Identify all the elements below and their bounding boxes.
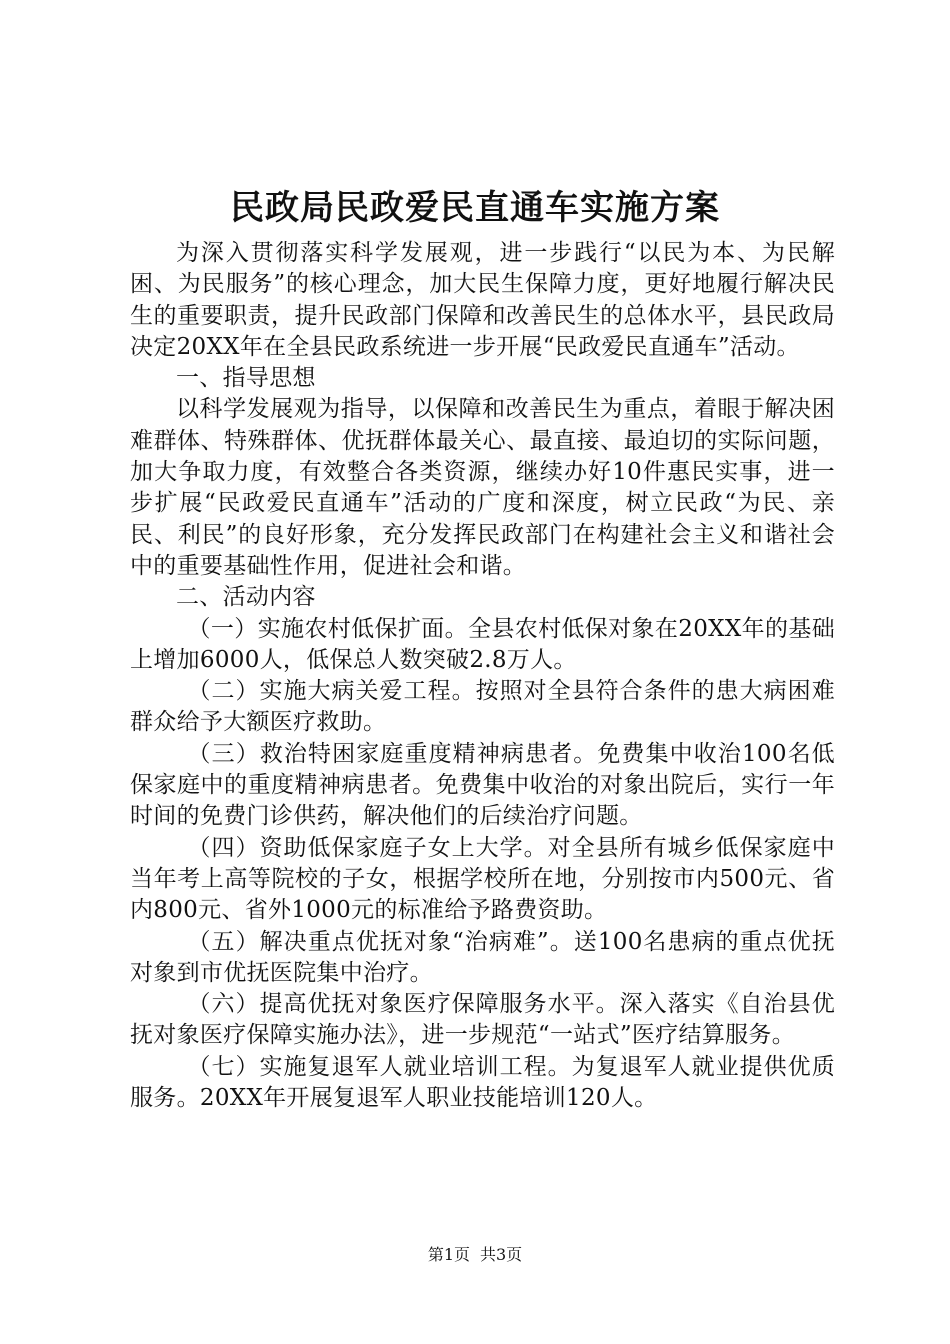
activity-item-2: （二）实施大病关爱工程。按照对全县符合条件的患大病困难群众给予大额医疗救助。 — [130, 678, 835, 736]
section-heading-guiding-ideology: 一、指导思想 — [176, 365, 316, 392]
activity-item-5: （五）解决重点优抚对象“治病难”。送100名患病的重点优抚对象到市优抚医院集中治疗。 — [130, 928, 835, 986]
page-number: 第1页 — [427, 1245, 470, 1264]
activity-item-1: （一）实施农村低保扩面。全县农村低保对象在20XX年的基础上增加6000人，低保总人数突破2.8万人。 — [130, 615, 835, 673]
activity-item-3: （三）救治特困家庭重度精神病患者。免费集中收治100名低保家庭中的重度精神病患者。免费集中收治的对象出院后，实行一年时间的免费门诊供药，解决他们的后续治疗问题。 — [130, 740, 835, 830]
document-title: 民政局民政爱民直通车实施方案 — [230, 188, 720, 228]
guiding-ideology-paragraph: 以科学发展观为指导，以保障和改善民生为重点，着眼于解决困难群体、特殊群体、优抚群体最关心、最直接、最迫切的实际问题，加大争取力度，有效整合各类资源，继续办好10件惠民实事，进一步扩展“民政爱民直通车”活动的广度和深度，树立民政“为民、亲民、利民”的良好形象，充分发挥民政部门在构建社会主义和谐社会中的重要基础性作用，促进社会和谐。 — [130, 396, 835, 579]
document-body — [130, 238, 835, 1114]
activity-item-4: （四）资助低保家庭子女上大学。对全县所有城乡低保家庭中当年考上高等院校的子女，根据学校所在地，分别按市内500元、省内800元、省外1000元的标准给予路费资助。 — [130, 834, 835, 924]
section-heading-activity-content: 二、活动内容 — [176, 584, 316, 611]
activity-item-6: （六）提高优抚对象医疗保障服务水平。深入落实《自治县优抚对象医疗保障实施办法》，进一步规范“一站式”医疗结算服务。 — [130, 991, 835, 1049]
page-footer — [0, 1244, 950, 1266]
intro-paragraph: 为深入贯彻落实科学发展观，进一步践行“以民为本、为民解困、为民服务”的核心理念，加大民生保障力度，更好地履行解决民生的重要职责，提升民政部门保障和改善民生的总体水平，县民政局决定20XX年在全县民政系统进一步开展“民政爱民直通车”活动。 — [130, 240, 835, 360]
page-total: 共3页 — [480, 1245, 523, 1264]
activity-item-7: （七）实施复退军人就业培训工程。为复退军人就业提供优质服务。20XX年开展复退军人职业技能培训120人。 — [130, 1053, 835, 1112]
